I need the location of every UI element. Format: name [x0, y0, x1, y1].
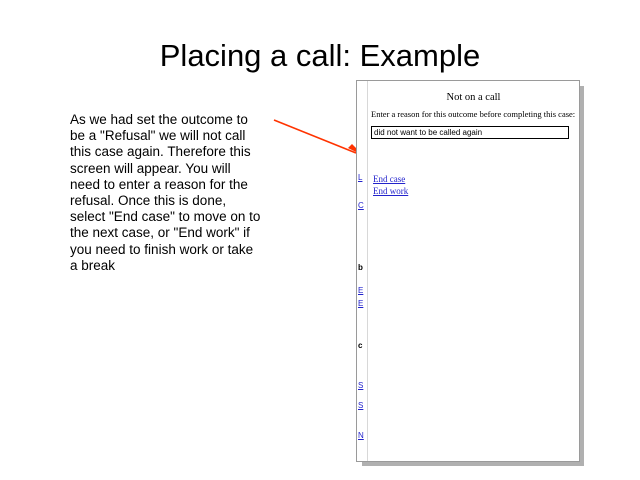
edge-fragment: L	[358, 173, 363, 182]
edge-fragment: N	[358, 431, 364, 440]
action-links	[373, 174, 579, 196]
pointer-arrow-icon	[272, 118, 367, 158]
end-work-link[interactable]: End work	[373, 186, 409, 196]
edge-fragment: C	[358, 201, 364, 210]
page-title: Placing a call: Example	[159, 38, 481, 73]
end-case-link[interactable]: End case	[373, 174, 406, 184]
screenshot-left-edge-strip	[357, 81, 368, 461]
edge-fragment: S	[358, 401, 364, 410]
edge-fragment: b	[358, 263, 363, 272]
embedded-screenshot	[356, 80, 580, 462]
slide-body-text: As we had set the outcome to be a "Refusal" we will not call this case again. Therefore this screen will appear. You will need to enter a reason for the refusal. Once this is done, select "End case" to move on to the next case, or "End work" if you need to finish work or take a break	[70, 112, 261, 273]
reason-instruction-text: Enter a reason for this outcome before completing this case:	[371, 109, 576, 119]
not-on-a-call-heading: Not on a call	[446, 92, 501, 103]
edge-fragment: E	[358, 299, 364, 308]
reason-input[interactable]	[371, 126, 569, 139]
screenshot-content	[368, 81, 579, 461]
edge-fragment: c	[358, 341, 363, 350]
edge-fragment: E	[358, 286, 364, 295]
edge-fragment: S	[358, 381, 364, 390]
